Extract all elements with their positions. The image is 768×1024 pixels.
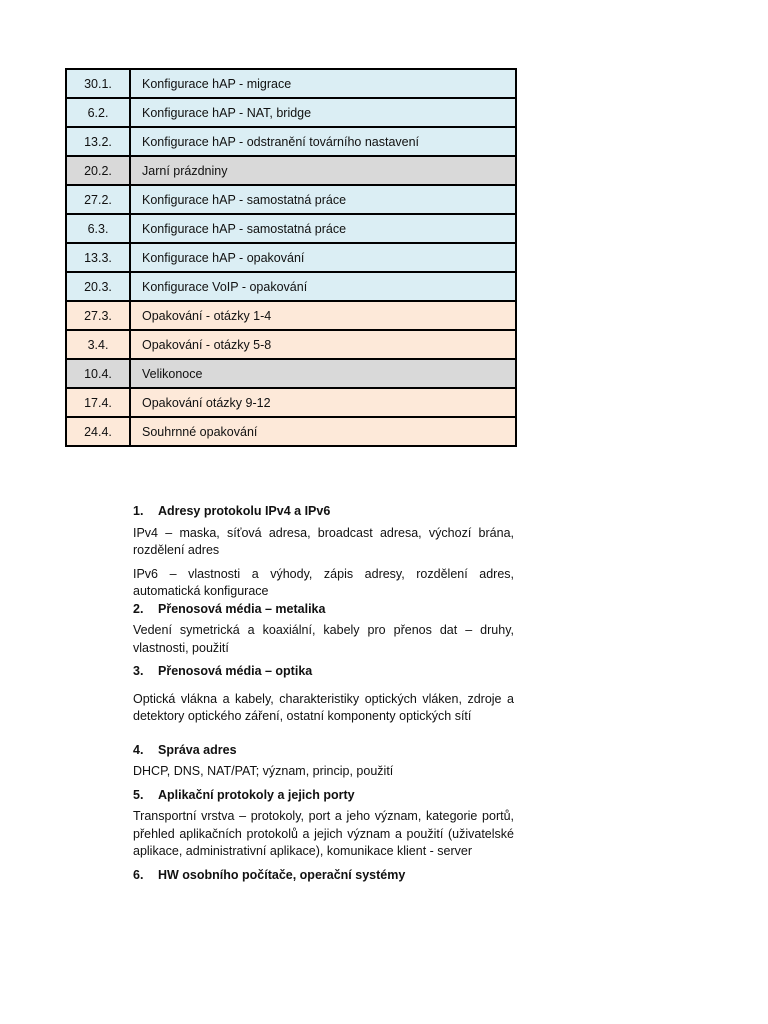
topic-title: Přenosová média – metalika <box>158 601 326 616</box>
topic-description: Transportní vrstva – protokoly, port a jeho význam, kategorie portů, přehled aplikačních protokolů a jejich význam a použití (uživatelské aplikace, administrativní aplikace), komunikace klient - server <box>133 809 514 858</box>
topic-title: Aplikační protokoly a jejich porty <box>158 787 355 802</box>
schedule-body <box>66 69 516 446</box>
schedule-topic: Konfigurace hAP - migrace <box>130 69 516 98</box>
topic-number: 6. <box>133 867 144 882</box>
schedule-date: 6.3. <box>66 214 130 243</box>
schedule-topic: Opakování otázky 9-12 <box>130 388 516 417</box>
schedule-date: 13.3. <box>66 243 130 272</box>
topic-heading <box>133 663 514 681</box>
topic-description: Vedení symetrická a koaxiální, kabely pro přenos dat – druhy, vlastnosti, použití <box>133 623 514 655</box>
schedule-date: 17.4. <box>66 388 130 417</box>
schedule-topic: Konfigurace hAP - opakování <box>130 243 516 272</box>
topic-title: HW osobního počítače, operační systémy <box>158 867 406 882</box>
schedule-date: 20.2. <box>66 156 130 185</box>
schedule-topic: Opakování - otázky 5-8 <box>130 330 516 359</box>
exam-topics-list <box>133 503 514 884</box>
schedule-row <box>66 127 516 156</box>
schedule-row <box>66 243 516 272</box>
topic-heading <box>133 503 514 521</box>
schedule-date: 27.3. <box>66 301 130 330</box>
topic-title: Správa adres <box>158 742 237 757</box>
topic-description: IPv6 – vlastnosti a výhody, zápis adresy, rozdělení adres, automatická konfigurace <box>133 566 514 598</box>
topic-description: DHCP, DNS, NAT/PAT; význam, princip, použití <box>133 764 394 778</box>
topic-heading <box>133 742 514 760</box>
schedule-date: 13.2. <box>66 127 130 156</box>
topic-description: Optická vlákna a kabely, charakteristiky optických vláken, zdroje a detektory optického záření, ostatní komponenty optických sítí <box>133 691 514 723</box>
schedule-topic: Konfigurace VoIP - opakování <box>130 272 516 301</box>
topic-number: 4. <box>133 742 144 757</box>
schedule-topic: Velikonoce <box>130 359 516 388</box>
schedule-row <box>66 156 516 185</box>
schedule-row <box>66 272 516 301</box>
schedule-topic: Konfigurace hAP - samostatná práce <box>130 214 516 243</box>
topic-heading <box>133 787 514 805</box>
topic-number: 2. <box>133 601 144 616</box>
topic-number: 5. <box>133 787 144 802</box>
schedule-row <box>66 359 516 388</box>
schedule-topic: Souhrnné opakování <box>130 417 516 446</box>
schedule-topic: Konfigurace hAP - samostatná práce <box>130 185 516 214</box>
schedule-date: 27.2. <box>66 185 130 214</box>
schedule-row <box>66 98 516 127</box>
schedule-date: 24.4. <box>66 417 130 446</box>
schedule-date: 3.4. <box>66 330 130 359</box>
schedule-row <box>66 69 516 98</box>
topic-description: IPv4 – maska, síťová adresa, broadcast adresa, výchozí brána, rozdělení adres <box>133 525 514 557</box>
schedule-row <box>66 185 516 214</box>
schedule-topic: Konfigurace hAP - odstranění továrního nastavení <box>130 127 516 156</box>
topic-heading <box>133 601 514 619</box>
schedule-date: 30.1. <box>66 69 130 98</box>
schedule-row <box>66 417 516 446</box>
schedule-table <box>65 68 517 447</box>
schedule-row <box>66 330 516 359</box>
schedule-date: 10.4. <box>66 359 130 388</box>
topic-title: Adresy protokolu IPv4 a IPv6 <box>158 504 331 518</box>
schedule-date: 6.2. <box>66 98 130 127</box>
schedule-date: 20.3. <box>66 272 130 301</box>
topic-number: 3. <box>133 664 144 678</box>
schedule-row <box>66 388 516 417</box>
schedule-topic: Opakování - otázky 1-4 <box>130 301 516 330</box>
schedule-topic: Jarní prázdniny <box>130 156 516 185</box>
topic-heading <box>133 867 514 885</box>
schedule-row <box>66 301 516 330</box>
topic-number: 1. <box>133 504 144 518</box>
topic-title: Přenosová média – optika <box>158 664 313 678</box>
schedule-row <box>66 214 516 243</box>
schedule-topic: Konfigurace hAP - NAT, bridge <box>130 98 516 127</box>
